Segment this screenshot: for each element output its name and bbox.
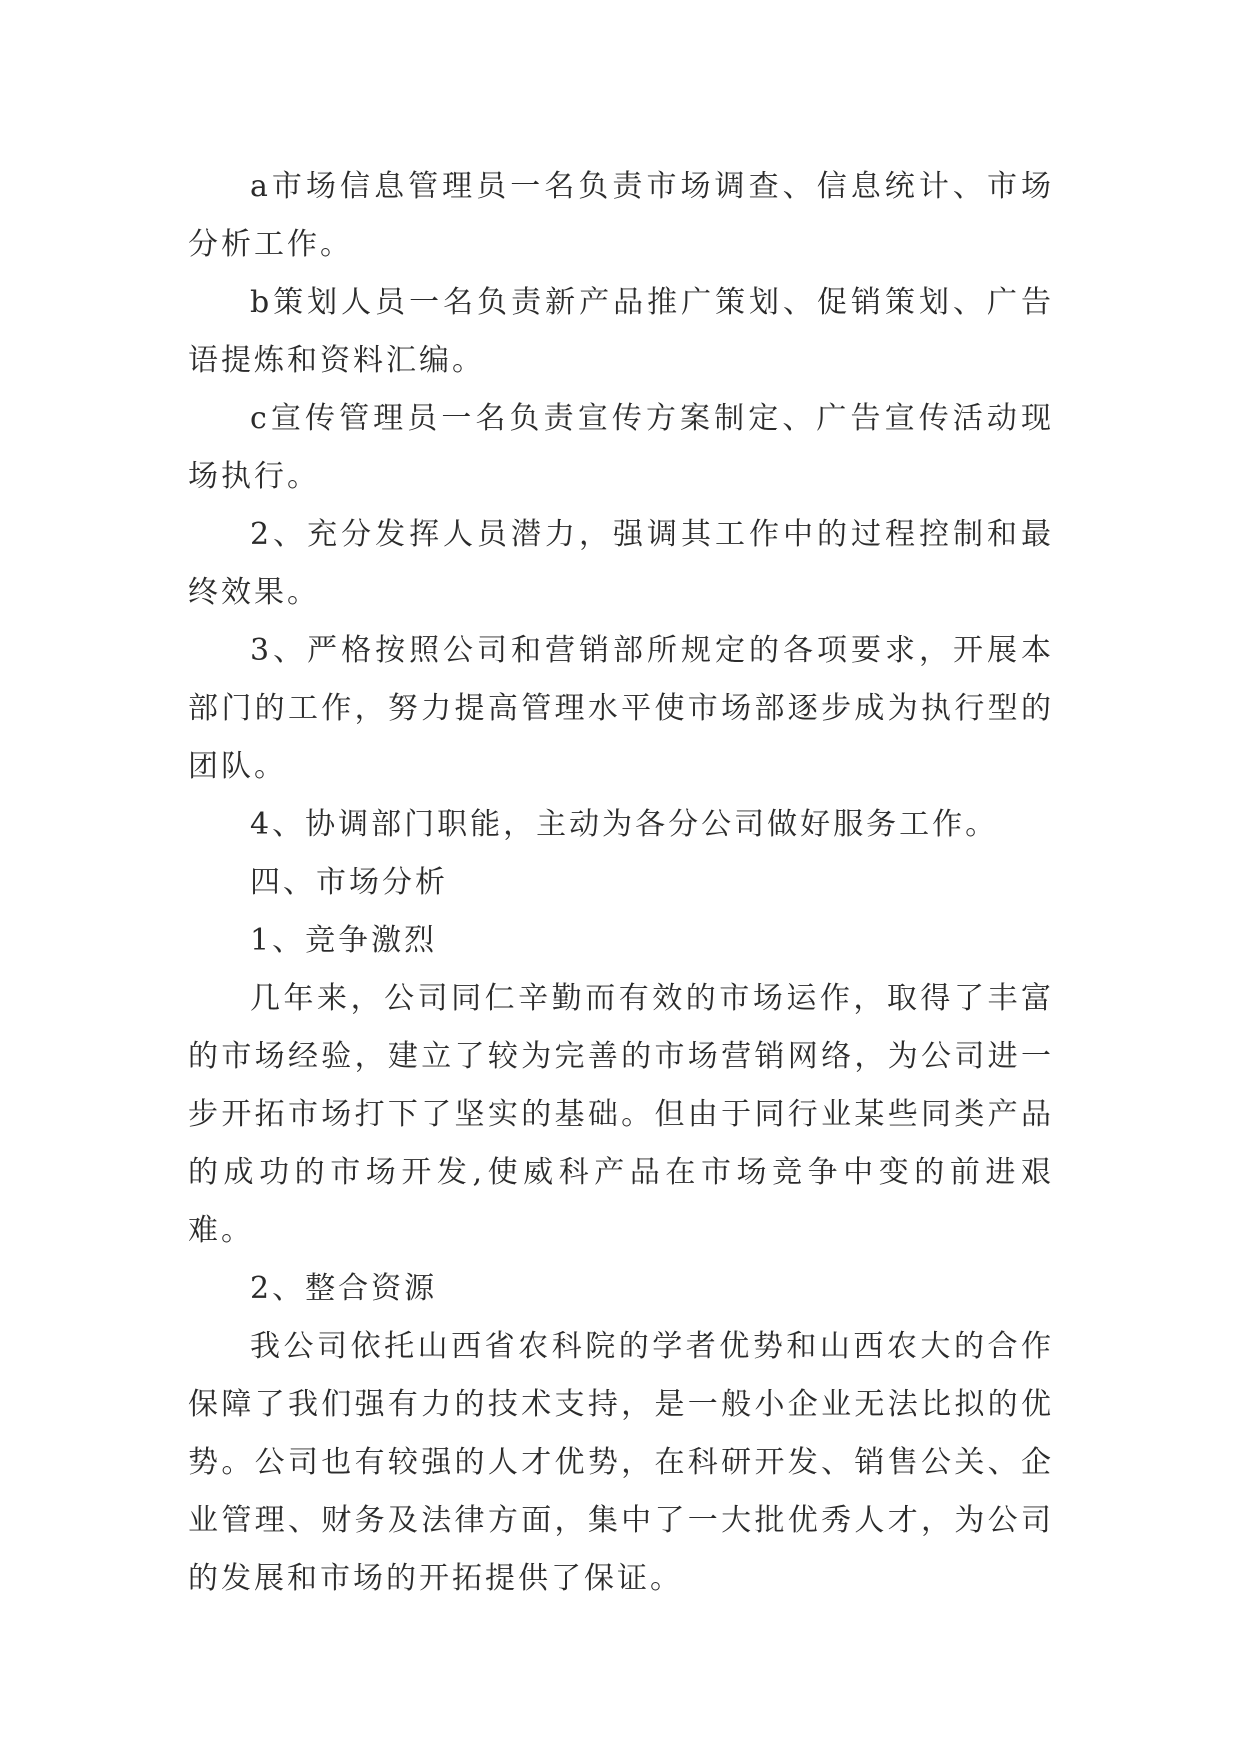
paragraph-role-market-info: a市场信息管理员一名负责市场调查、信息统计、市场分析工作。 [188,169,1054,262]
paragraph-role-planner: b策划人员一名负责新产品推广策划、促销策划、广告语提炼和资料汇编。 [188,285,1054,378]
paragraph-item-3: 3、严格按照公司和营销部所规定的各项要求，开展本部门的工作，努力提高管理水平使市场部逐步成为执行型的团队。 [188,633,1054,784]
paragraph-item-4: 4、协调部门职能，主动为各分公司做好服务工作。 [250,807,999,842]
subheading-resources: 2、整合资源 [250,1271,438,1306]
paragraph-item-2: 2、充分发挥人员潜力，强调其工作中的过程控制和最终效果。 [188,517,1054,610]
document-body [188,158,1054,1608]
paragraph-role-publicity: c宣传管理员一名负责宣传方案制定、广告宣传活动现场执行。 [188,401,1054,494]
paragraph-competition: 几年来，公司同仁辛勤而有效的市场运作，取得了丰富的市场经验，建立了较为完善的市场营销网络，为公司进一步开拓市场打下了坚实的基础。但由于同行业某些同类产品的成功的市场开发,使威科产品在市场竞争中变的前进艰难。 [188,981,1054,1248]
subheading-competition: 1、竞争激烈 [250,923,438,958]
section-heading-market-analysis: 四、市场分析 [250,865,448,900]
paragraph-resources: 我公司依托山西省农科院的学者优势和山西农大的合作保障了我们强有力的技术支持，是一般小企业无法比拟的优势。公司也有较强的人才优势，在科研开发、销售公关、企业管理、财务及法律方面，集中了一大批优秀人才，为公司的发展和市场的开拓提供了保证。 [188,1329,1054,1596]
